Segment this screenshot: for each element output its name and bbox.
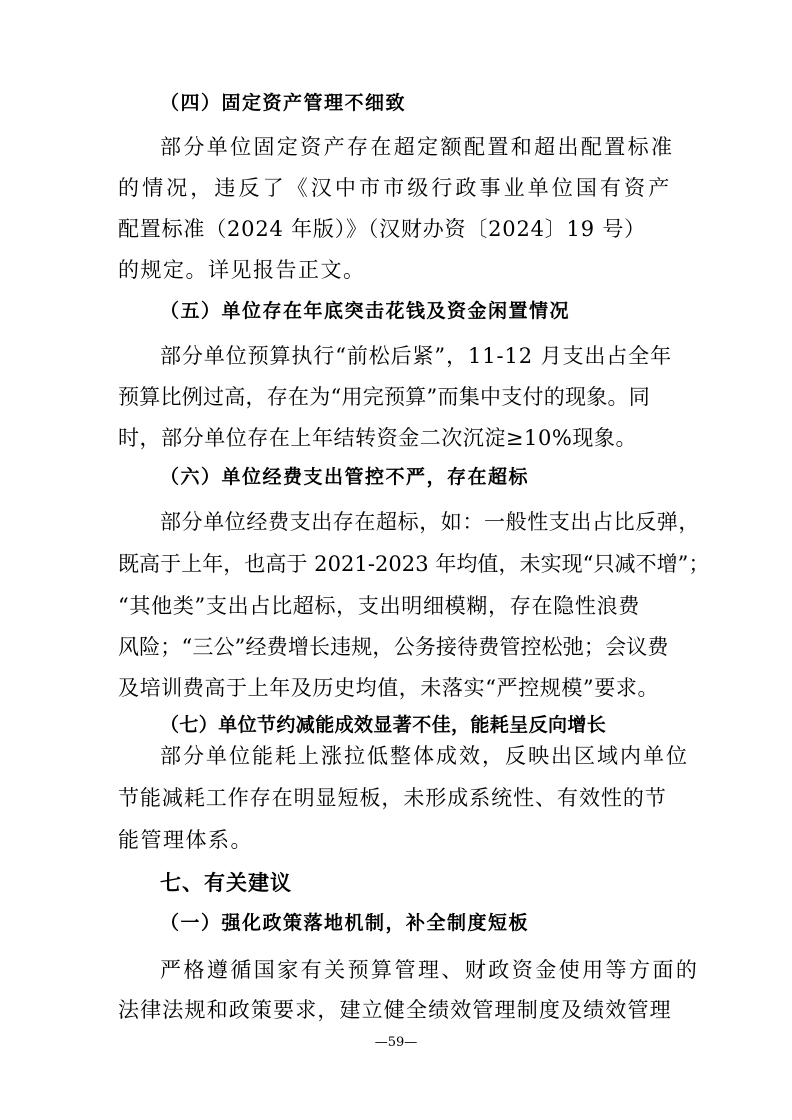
paragraph-line: 能管理体系。	[118, 828, 253, 852]
paragraph-line: 的情况，违反了《汉中市市级行政事业单位国有资产	[118, 176, 673, 200]
paragraph-line: 部分单位经费支出存在超标，如：一般性支出占比反弹，	[160, 510, 700, 534]
paragraph-line: 节能减耗工作存在明显短板，未形成系统性、有效性的节	[118, 786, 667, 810]
paragraph-line: 部分单位预算执行“前松后紧”，11-12 月支出占全年	[160, 344, 672, 368]
section-heading-4: （四）固定资产管理不细致	[160, 92, 407, 114]
paragraph-line: 风险；“三公”经费增长违规，公务接待费管控松弛；会议费	[118, 635, 669, 659]
section-heading-6: （六）单位经费支出管控不严，存在超标	[160, 466, 530, 488]
paragraph-line: 时，部分单位存在上年结转资金二次沉淀≥10%现象。	[118, 426, 638, 450]
section-heading-5: （五）单位存在年底突击花钱及资金闲置情况	[160, 300, 571, 322]
paragraph-line: “其他类”支出占比超标，支出明细模糊，存在隐性浪费	[118, 594, 640, 618]
page-number: —59—	[374, 1035, 418, 1050]
subsection-heading-1: （一）强化政策落地机制，补全制度短板	[160, 912, 530, 934]
paragraph-line: 部分单位固定资产存在超定额配置和超出配置标准	[160, 135, 675, 159]
paragraph-line: 严格遵循国家有关预算管理、财政资金使用等方面的	[160, 958, 700, 982]
chapter-title: 七、有关建议	[160, 871, 292, 895]
paragraph-line: 法律法规和政策要求，建立健全绩效管理制度及绩效管理	[118, 998, 672, 1022]
paragraph-line: 及培训费高于上年及历史均值，未落实“严控规模”要求。	[118, 676, 660, 700]
paragraph-line: 配置标准（2024 年版）》（汉财办资〔2024〕19 号）	[118, 217, 646, 241]
paragraph-line: 既高于上年，也高于 2021-2023 年均值，未实现“只减不增”；	[118, 552, 710, 576]
paragraph-line: 的规定。详见报告正文。	[118, 258, 366, 282]
section-heading-7: （七）单位节约减能成效显著不佳，能耗呈反向增长	[160, 714, 607, 736]
paragraph-line: 部分单位能耗上涨拉低整体成效，反映出区域内单位	[160, 744, 689, 768]
paragraph-line: 预算比例过高，存在为“用完预算”而集中支付的现象。同	[118, 385, 650, 409]
